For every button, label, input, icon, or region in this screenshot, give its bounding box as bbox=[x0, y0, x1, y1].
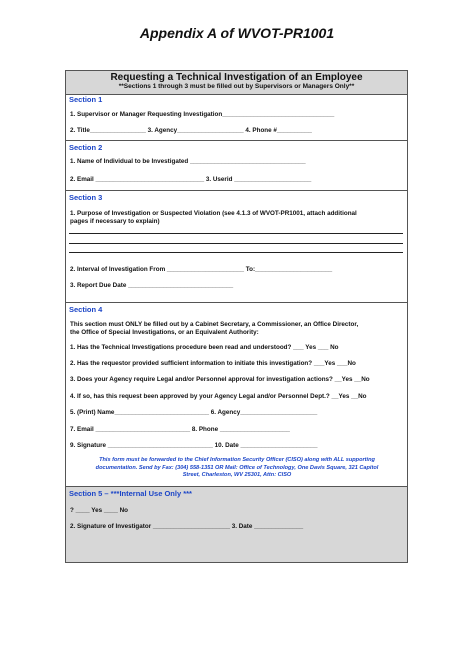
forwarding-note-line-1: This form must be forwarded to the Chief Information Security Officer (CISO) along with ALL supporting bbox=[99, 457, 375, 463]
forwarding-note bbox=[72, 457, 402, 480]
section-4-intro: This section must ONLY be filled out by a Cabinet Secretary, a Commissioner, an Office Director, bbox=[70, 321, 359, 328]
forwarding-note-line-2: documentation. Send by Fax: (304) 558-1351 OR Mail: Office of Technology, One Davis Square, 321 Capitol bbox=[95, 464, 379, 471]
section-3-title: Section 3 bbox=[69, 193, 103, 202]
form-header bbox=[66, 71, 407, 95]
purpose-line-2[interactable] bbox=[69, 243, 403, 244]
purpose-line-1[interactable] bbox=[69, 233, 403, 234]
question-1[interactable]: 1. Has the Technical Investigations procedure been read and understood? ___ Yes ___ No bbox=[70, 344, 339, 351]
question-3[interactable]: 3. Does your Agency require Legal and/or Personnel approval for investigation actions? __Yes __No bbox=[70, 376, 370, 383]
section-3 bbox=[66, 191, 407, 303]
section-2 bbox=[66, 141, 407, 191]
individual-name-field[interactable]: 1. Name of Individual to be Investigated _________________________________ bbox=[70, 158, 306, 165]
email-phone-fields[interactable]: 7. Email ___________________________ 8. Phone ____________________ bbox=[70, 426, 290, 433]
purpose-label-cont: pages if necessary to explain) bbox=[70, 218, 160, 225]
section-1-title: Section 1 bbox=[69, 95, 103, 104]
interval-fields[interactable]: 2. Interval of Investigation From ______________________ To:______________________ bbox=[70, 266, 333, 273]
purpose-line-3[interactable] bbox=[69, 252, 403, 253]
section-2-title: Section 2 bbox=[69, 143, 103, 152]
section-4 bbox=[66, 303, 407, 487]
section-4-title: Section 4 bbox=[69, 305, 103, 314]
question-4[interactable]: 4. If so, has this request been approved by your Agency Legal and/or Personnel Dept.? __Yes __No bbox=[70, 393, 367, 400]
supervisor-field[interactable]: 1. Supervisor or Manager Requesting Investigation________________________________ bbox=[70, 111, 335, 118]
section-5-title: Section 5 – ***Internal Use Only *** bbox=[69, 489, 192, 498]
forwarding-note-line-3: Street, Charleston, WV 25301, Attn: CISO bbox=[182, 472, 292, 478]
investigator-signature-date[interactable]: 2. Signature of Investigator ______________________ 3. Date ______________ bbox=[70, 523, 304, 530]
purpose-label: 1. Purpose of Investigation or Suspected Violation (see 4.1.3 of WVOT-PR1001, attach additional bbox=[70, 210, 357, 217]
section-4-intro-cont: the Office of Special Investigations, or an Equivalent Authority: bbox=[70, 329, 259, 336]
investigation-form bbox=[65, 70, 408, 563]
print-name-agency-fields[interactable]: 5. (Print) Name___________________________ 6. Agency______________________ bbox=[70, 409, 318, 416]
report-due-date-field[interactable]: 3. Report Due Date ______________________________ bbox=[70, 282, 234, 289]
email-userid-fields[interactable]: 2. Email _______________________________ 3. Userid ______________________ bbox=[70, 176, 312, 183]
internal-yes-no[interactable]: ? ____ Yes ____ No bbox=[70, 507, 128, 514]
title-agency-phone-fields[interactable]: 2. Title________________ 3. Agency___________________ 4. Phone #__________ bbox=[70, 127, 312, 134]
form-heading: Requesting a Technical Investigation of an Employee bbox=[110, 72, 363, 83]
section-5 bbox=[66, 487, 407, 562]
signature-date-fields[interactable]: 9. Signature ______________________________ 10. Date ______________________ bbox=[70, 442, 318, 449]
document-title: Appendix A of WVOT-PR1001 bbox=[139, 25, 335, 41]
question-2[interactable]: 2. Has the requestor provided sufficient information to initiate this investigation? ___Yes ___No bbox=[70, 360, 356, 367]
section-1 bbox=[66, 94, 407, 141]
form-subheading: **Sections 1 through 3 must be filled out by Supervisors or Managers Only** bbox=[118, 83, 355, 90]
